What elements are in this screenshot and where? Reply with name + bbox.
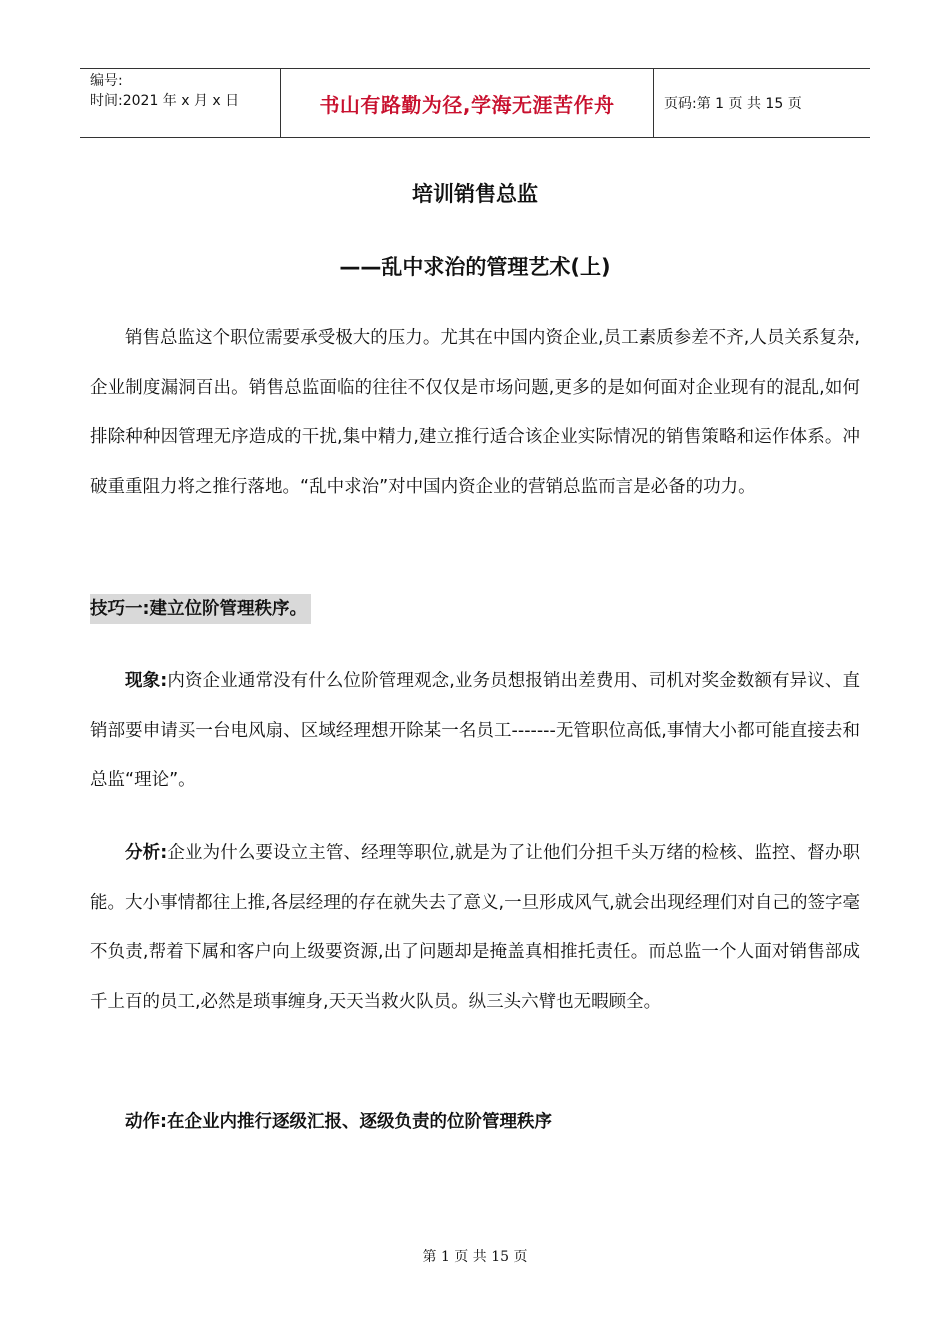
document-subtitle: ——乱中求治的管理艺术(上)	[339, 255, 611, 279]
analysis-text: 企业为什么要设立主管、经理等职位,就是为了让他们分担千头万绪的检核、监控、督办职能。大小事情都往上推,各层经理的存在就失去了意义,一旦形成风气,就会出现经理们对自己的签字毫不负责,帮着下属和客户向上级要资源,出了问题却是掩盖真相推托责任。而总监一个人面对销售部成千上百的员工,必然是琐事缠身,天天当救火队员。纵三头六臂也无暇顾全。	[90, 843, 860, 1012]
header-page-label: 页码:第 1 页 共 15 页	[664, 96, 802, 112]
analysis-label: 分析:	[125, 843, 168, 863]
intro-paragraph: 销售总监这个职位需要承受极大的压力。尤其在中国内资企业,员工素质参差不齐,人员关系复杂,企业制度漏洞百出。销售总监面临的往往不仅仅是市场问题,更多的是如何面对企业现有的混乱,如何排除种种因管理无序造成的干扰,集中精力,建立推行适合该企业实际情况的销售策略和运作体系。冲破重重阻力将之推行落地。“乱中求治”对中国内资企业的营销总监而言是必备的功力。	[90, 328, 860, 497]
analysis-paragraph	[90, 829, 860, 1027]
action-text: 在企业内推行逐级汇报、逐级负责的位阶管理秩序	[167, 1112, 552, 1132]
phenomenon-text: 内资企业通常没有什么位阶管理观念,业务员想报销出差费用、司机对奖金数额有异议、直销部要申请买一台电风扇、区域经理想开除某一名员工-------无管职位高低,事情大小都可能直接去和总监“理论”。	[90, 671, 860, 790]
skill-heading: 技巧一:建立位阶管理秩序。	[90, 594, 311, 624]
action-label: 动作:	[125, 1112, 167, 1132]
page-footer: 第 1 页 共 15 页	[422, 1249, 528, 1265]
document-title: 培训销售总监	[412, 182, 538, 206]
phenomenon-label: 现象:	[125, 671, 168, 691]
document-header	[80, 68, 870, 138]
time-label: 时间:2021 年 x 月 x 日	[90, 93, 240, 109]
number-label: 编号:	[90, 73, 123, 89]
header-motto: 书山有路勤为径,学海无涯苦作舟	[281, 69, 654, 137]
action-paragraph	[90, 1098, 860, 1148]
header-meta	[80, 69, 281, 137]
phenomenon-paragraph	[90, 657, 860, 806]
